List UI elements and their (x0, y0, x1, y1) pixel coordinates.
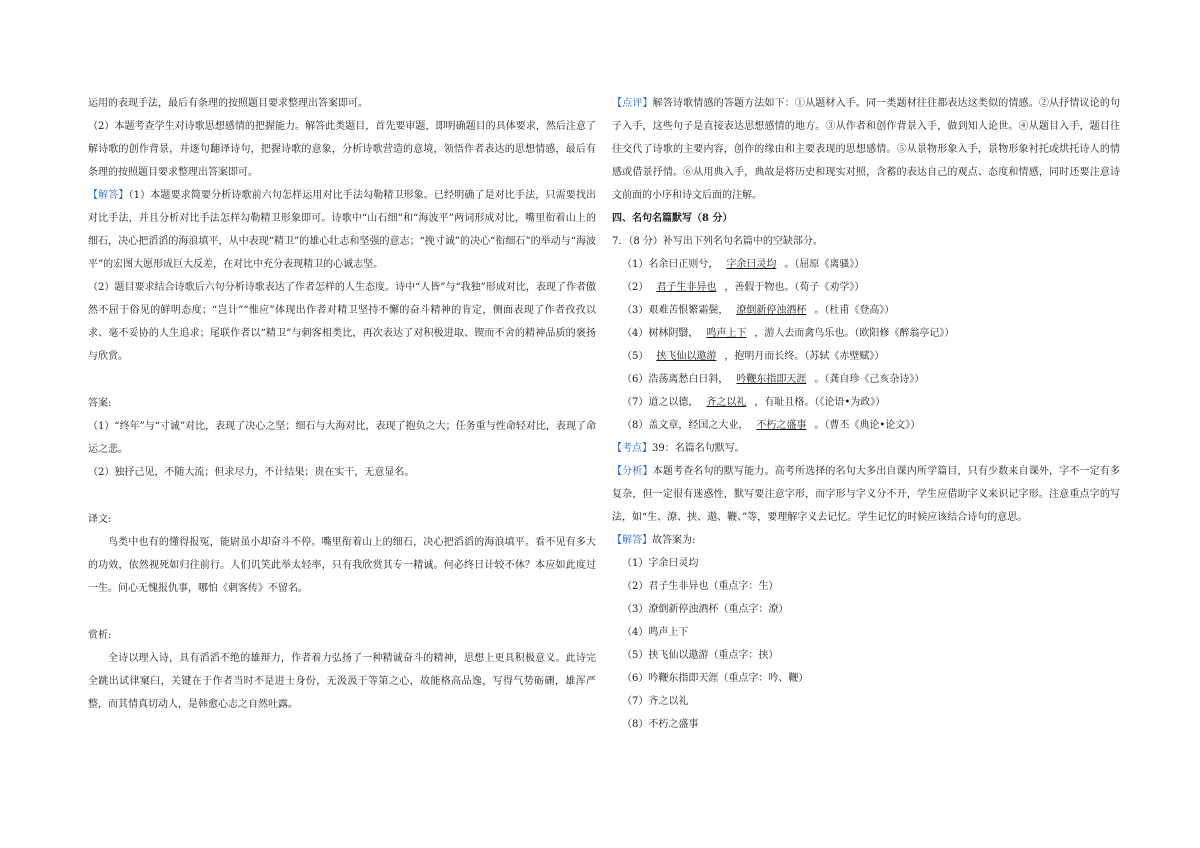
fenxi-tag: 【分析】 (612, 466, 653, 477)
jieda-tag-right: 【解答】 (612, 535, 652, 546)
appreciation-text: 全诗以理入诗，具有滔滔不绝的雄辩力，作者着力弘扬了一种精诚奋斗的精神，思想上更具积极意义。此诗完全跳出试律窠臼，关键在于作者当时不是进士身份，无汲汲于等第之心，故能格高品逸，写得气势砺硎，雄浑严整，而其情真切动人，是韩愈心志之自然吐露。 (88, 653, 596, 710)
fill-item-answer-blank: 不朽之盛事 (756, 420, 807, 431)
fill-item-suffix: 。（杜甫《登高》） (814, 305, 895, 316)
dianping-paragraph (612, 92, 1120, 207)
jieda-text-1: （1）本题要求简要分析诗歌前六句怎样运用对比手法勾勒精卫形象。已经明确了是对比手法，只需要找出对比手法，并且分析对比手法怎样勾勒精卫形象即可。诗歌中“山石细”和“海波平”两词形成对比，嘴里衔着山上的细石，决心把滔滔的海浪填平，从中表现“精卫”的雄心壮志和坚强的意志；“挽寸诚”的决心“衔细石”的举动与“海波平”的宏图大愿形成巨大反差，在对比中充分表现精卫的心诚志坚。 (88, 190, 596, 270)
fill-item (612, 414, 1120, 437)
fill-item-prefix: （5） (622, 351, 649, 362)
fill-item-answer-blank: 吟鞭东指即天涯 (736, 374, 807, 385)
answer-list-item: （6）吟鞭东指即天涯（重点字：吟、鞭） (622, 673, 809, 684)
fill-item-prefix: （2） (622, 282, 649, 293)
analysis-paragraph-2: （2）本题考查学生对诗歌思想感情的把握能力。解答此类题目，首先要审题，即明确题目的具体要求，然后注意了解诗歌的创作背景，并逐句翻译诗句，把握诗歌的意象，分析诗歌营造的意境，领悟作者表达的思想情感，最后有条理的按照题目要求整理出答案即可。 (88, 121, 596, 178)
answer-list-item: （1）字余曰灵均 (622, 558, 699, 569)
fill-item-suffix: 。（屈原《离骚》） (784, 259, 865, 270)
fill-item-answer-blank: 君子生非异也 (656, 282, 717, 293)
appreciation-label: 赏析: (88, 630, 112, 641)
fill-item-prefix: （8）盖文章，经国之大业， (622, 420, 749, 431)
fenxi-text: 本题考查名句的默写能力。高考所选择的名句大多出自课内所学篇目，只有少数来自课外，字不一定有多复杂，但一定很有迷惑性，默写要注意字形，而字形与字义分不开，学生应借助字义来识记字形。注意重点字的写法，如“生、潦、挟、遨、鞭、”等，要理解字义去记忆。学生记忆的时候应该结合诗句的意思。 (612, 466, 1121, 523)
answer-list-item: （4）鸣声上下 (622, 627, 689, 638)
analysis-paragraph-1: 运用的表现手法，最后有条理的按照题目要求整理出答案即可。 (88, 98, 368, 109)
fill-item (612, 276, 1120, 299)
fill-item-suffix: ，有耻且格。（《论语•为政》） (754, 397, 886, 408)
fill-item (612, 299, 1120, 322)
fill-item-prefix: （1）名余曰正则兮， (622, 259, 719, 270)
fill-item-prefix: （4）树林阴翳， (622, 328, 699, 339)
fill-item-answer-blank: 字余曰灵均 (726, 259, 777, 270)
answer-label: 答案: (88, 398, 112, 409)
fill-item-suffix: 。（龚自珍《己亥杂诗》） (814, 374, 925, 385)
jieda-intro-text: 故答案为: (652, 535, 696, 546)
fill-in-items (612, 253, 1120, 437)
right-column (612, 92, 1120, 736)
jieda-tag: 【解答】 (88, 190, 129, 201)
fill-item-suffix: ，游人去而禽鸟乐也。（欧阳修《醉翁亭记》） (754, 328, 955, 339)
fill-item-answer-blank: 挟飞仙以遨游 (656, 351, 717, 362)
fill-item-answer-blank: 潦倒新停浊酒杯 (736, 305, 807, 316)
dianping-tag: 【点评】 (612, 98, 653, 109)
fill-item (612, 253, 1120, 276)
translation-text: 鸟类中也有的懂得报冤，能尉虽小却奋斗不停。嘴里衔着山上的细石，决心把滔滔的海浪填平。看不见有多大的功效，依然视死如归往前行。人们讥笑此举太轻率，只有我欣赏其专一精诚。何必终日计较不休？本应如此度过一生。问心无愧报仇事，哪怕《刺客传》不留名。 (88, 537, 596, 594)
answer-list-item: （3）潦倒新停浊酒杯（重点字：潦） (622, 604, 789, 615)
jieda-paragraph-1 (88, 184, 596, 276)
answer-2: （2）独抒己见，不随大流；但求尽力，不计结果；贵在实干，无意显名。 (88, 467, 415, 478)
fill-item-suffix: ，抱明月而长终。（苏轼《赤壁赋》） (724, 351, 885, 362)
question-7-stem: 7．（8 分）补写出下列名句名篇中的空缺部分。 (612, 236, 823, 247)
fenxi-paragraph (612, 460, 1120, 529)
fill-item-prefix: （7）道之以德， (622, 397, 699, 408)
jieda-paragraph-2: （2）题目要求结合诗歌后六句分析诗歌表达了作者怎样的人生态度。诗中“人皆”与“我独”形成对比，表现了作者傲然不屈于俗见的鲜明态度；“岂计”“惟应”体现出作者对精卫坚持不懈的奋斗精神的肯定，侧面表现了作者孜孜以求、毫不妥协的人生追求；尾联作者以“精卫”与刺客相类比，再次表达了对积极进取、锲而不舍的精神品质的褒扬与欣赏。 (88, 282, 596, 362)
answer-list-item: （8）不朽之盛事 (622, 719, 699, 730)
answer-list (612, 552, 1120, 736)
fill-item (612, 345, 1120, 368)
answer-list-item: （5）挟飞仙以遨游（重点字：挟） (622, 650, 779, 661)
kaodian-paragraph (612, 437, 1120, 460)
fill-item-answer-blank: 齐之以礼 (706, 397, 747, 408)
dianping-text: 解答诗歌情感的答题方法如下：①从题材入手。同一类题材往往都表达这类似的情感。②从抒情议论的句子入手，这些句子是直接表达思想感情的地方。③从作者和创作背景入手，做到知人论世。④从题目入手，题目往往交代了诗歌的主要内容，创作的缘由和主要表现的思想感情。⑤从景物形象入手，景物形象衬托或烘托诗人的情感或借景抒情。⑥从用典入手，典故是将历史和现实对照，含蓄的表达自己的观点、态度和情感，同时还要注意诗文前面的小序和诗文后面的注解。 (612, 98, 1121, 201)
fill-item (612, 391, 1120, 414)
left-column (88, 92, 596, 716)
translation-label: 译文: (88, 514, 112, 525)
fill-item (612, 368, 1120, 391)
kaodian-tag: 【考点】 (612, 443, 652, 454)
kaodian-text: 39：名篇名句默写。 (652, 443, 745, 454)
fill-item-suffix: 。（曹丕《典论•论文》） (814, 420, 921, 431)
section-heading: 四、名句名篇默写（8 分） (612, 213, 733, 224)
answer-list-item: （2）君子生非异也（重点字：生） (622, 581, 779, 592)
fill-item (612, 322, 1120, 345)
fill-item-prefix: （6）浩荡离愁白日斜， (622, 374, 729, 385)
fill-item-prefix: （3）艰难苦恨繁霜鬓， (622, 305, 729, 316)
fill-item-suffix: ，善假于物也。（荀子《劝学》） (724, 282, 865, 293)
answer-list-item: （7）齐之以礼 (622, 696, 689, 707)
jieda-answer-intro (612, 529, 1120, 552)
fill-item-answer-blank: 鸣声上下 (706, 328, 747, 339)
answer-1: （1）“终年”与“寸诚”对比，表现了决心之坚；细石与大海对比，表现了抱负之大；任务重与性命轻对比，表现了命运之悲。 (88, 421, 596, 455)
